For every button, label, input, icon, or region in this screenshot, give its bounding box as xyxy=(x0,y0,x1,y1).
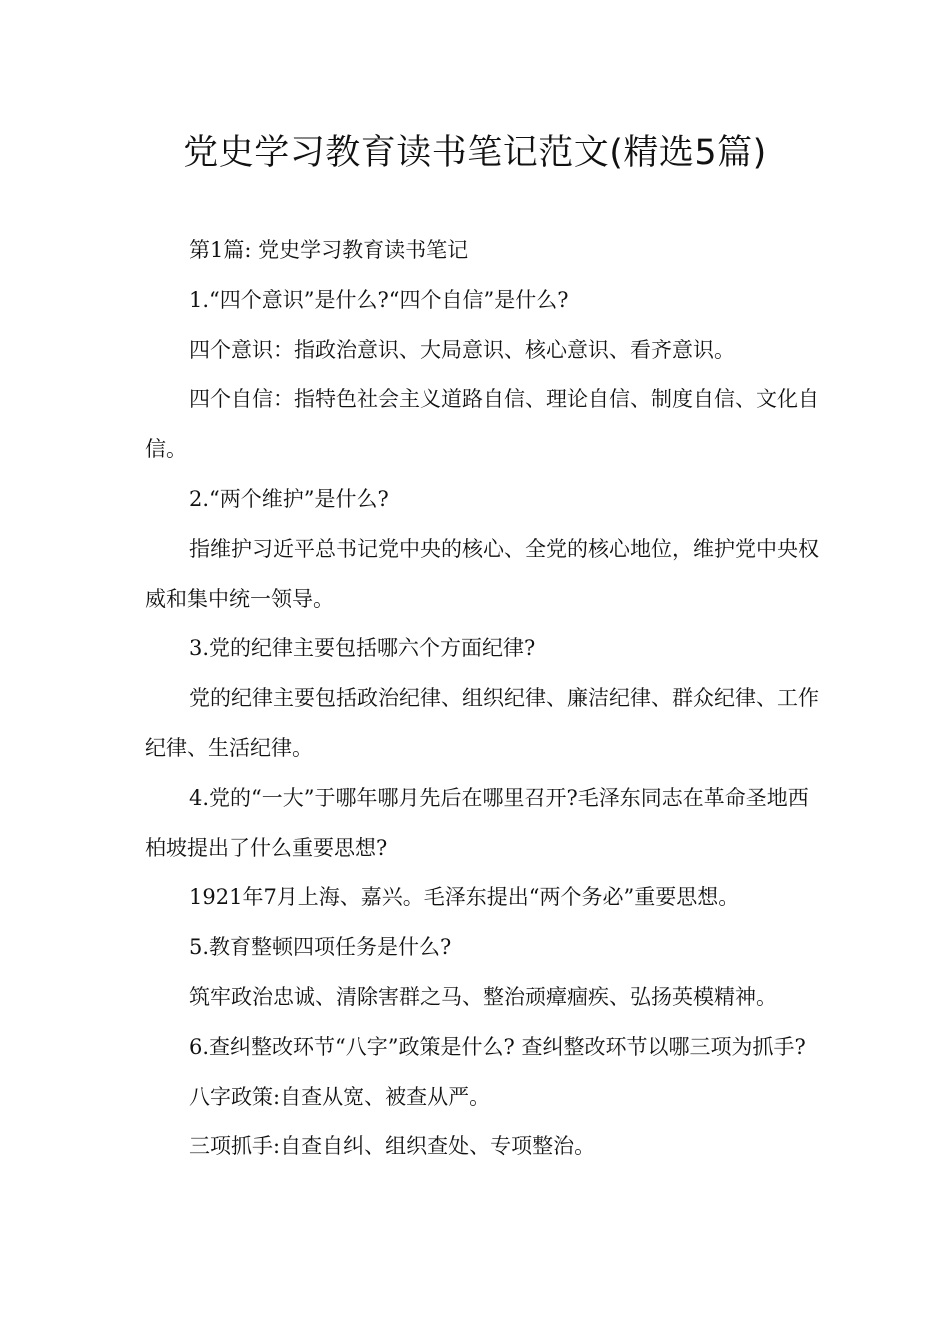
paragraph-question-6: 6.查纠整改环节“八字”政策是什么? 查纠整改环节以哪三项为抓手? xyxy=(189,1034,806,1059)
paragraph-question-2: 2.“两个维护”是什么? xyxy=(189,486,389,511)
paragraph-answer-4: 1921年7月上海、嘉兴。毛泽东提出“两个务必”重要思想。 xyxy=(189,885,740,910)
paragraph-question-3: 3.党的纪律主要包括哪六个方面纪律? xyxy=(189,636,536,661)
paragraph-answer-6b: 三项抓手:自查自纠、组织查处、专项整治。 xyxy=(189,1134,596,1159)
paragraph-answer-3: 党的纪律主要包括政治纪律、组织纪律、廉洁纪律、群众纪律、工作纪律、生活纪律。 xyxy=(145,686,819,760)
document-title: 党史学习教育读书笔记范文(精选5篇) xyxy=(183,133,767,173)
paragraph-question-1: 1.“四个意识”是什么?“四个自信”是什么? xyxy=(189,287,569,312)
paragraph-question-4: 4.党的“一大”于哪年哪月先后在哪里召开?毛泽东同志在革命圣地西柏坡提出了什么重要思想? xyxy=(145,785,809,860)
document-body xyxy=(145,226,825,1172)
paragraph-answer-6a: 八字政策:自查从宽、被查从严。 xyxy=(189,1084,491,1109)
paragraph-section-heading: 第1篇: 党史学习教育读书笔记 xyxy=(189,238,469,262)
paragraph-answer-1b: 四个自信：指特色社会主义道路自信、理论自信、制度自信、文化自信。 xyxy=(145,387,819,462)
paragraph-answer-5: 筑牢政治忠诚、清除害群之马、整治顽瘴痼疾、弘扬英模精神。 xyxy=(189,984,777,1009)
paragraph-answer-2: 指维护习近平总书记党中央的核心、全党的核心地位，维护党中央权威和集中统一领导。 xyxy=(145,536,819,611)
paragraph-answer-1a: 四个意识：指政治意识、大局意识、核心意识、看齐意识。 xyxy=(189,337,735,362)
paragraph-question-5: 5.教育整顿四项任务是什么? xyxy=(189,935,452,960)
